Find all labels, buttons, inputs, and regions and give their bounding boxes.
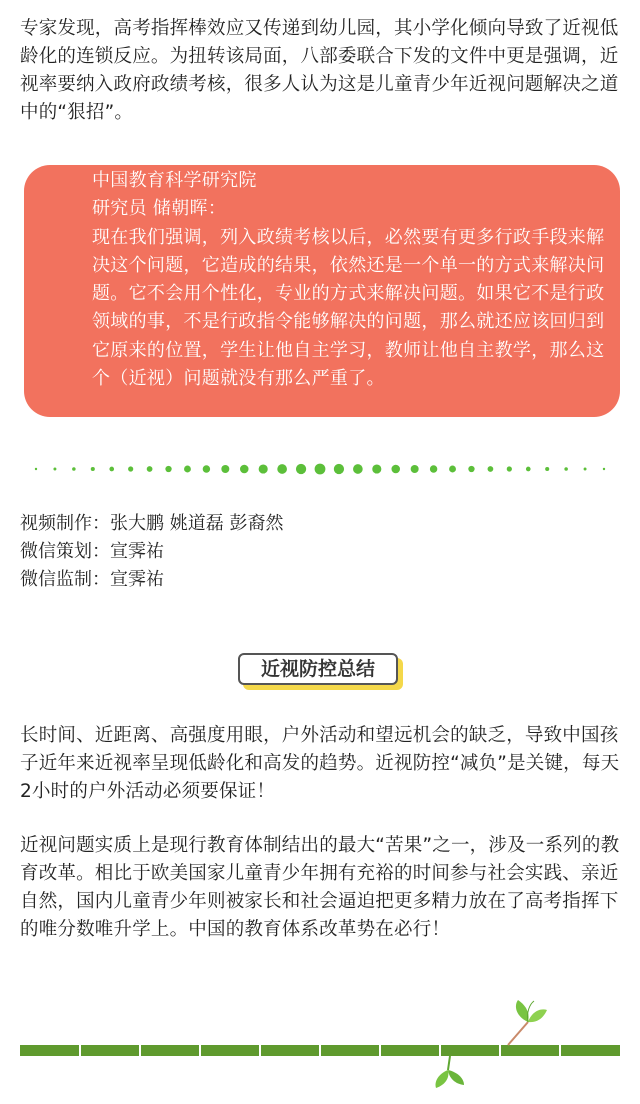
credit-planning: 微信策划：宣霁祐 xyxy=(20,541,164,562)
divider-dot xyxy=(526,467,531,472)
summary-paragraph-2: 近视问题实质上是现行教育体制结出的最大“苦果”之一，涉及一系列的教育改革。相比于欧美国家儿童青少年拥有充裕的时间参与社会实践、亲近自然，国内儿童青少年则被家长和社会逼迫把更多精力放在了高考指挥下的唯分数唯升学上。中国的教育体系改革势在必行！ xyxy=(20,835,620,940)
ground-strip xyxy=(20,1045,620,1056)
dotted-divider xyxy=(30,459,610,479)
divider-dot xyxy=(584,468,587,471)
divider-dot xyxy=(184,466,191,473)
quote-organization: 中国教育科学研究院 xyxy=(92,170,257,191)
hanging-leaf-icon xyxy=(436,1056,465,1088)
divider-dot xyxy=(91,467,95,471)
divider-dot xyxy=(449,466,456,473)
divider-dot xyxy=(240,465,249,474)
credit-supervision: 微信监制：宣霁祐 xyxy=(20,569,164,590)
divider-dot xyxy=(468,466,474,472)
divider-dot xyxy=(109,467,114,472)
divider-dot xyxy=(545,467,549,471)
section-title: 近视防控总结 xyxy=(238,653,398,685)
quote-person: 研究员 储朝晖： xyxy=(92,198,227,220)
section-title-badge xyxy=(238,653,402,689)
divider-dot xyxy=(296,464,306,474)
divider-dot xyxy=(203,465,210,472)
sprout-icon xyxy=(508,1000,547,1045)
quote-text: 现在我们强调，列入政绩考核以后，必然要有更多行政手段来解决这个问题，它造成的结果，依然还是一个单一的方式来解决问题。它不会用个性化，专业的方式来解决问题。如果它不是行政领域的事，不是行政指令能够解决的问题，那么就还应该回归到它原来的位置，学生让他自主学习，教师让他自主教学，那么这个（近视）问题就没有那么严重了。 xyxy=(92,226,605,390)
divider-dot xyxy=(564,467,568,471)
expert-quote-box xyxy=(24,165,620,417)
divider-dot xyxy=(488,466,494,472)
divider-dot xyxy=(507,466,512,471)
divider-dot xyxy=(411,465,419,473)
divider-dot xyxy=(53,468,56,471)
divider-dot xyxy=(430,465,437,472)
divider-dot xyxy=(372,464,381,473)
divider-dot xyxy=(35,468,37,470)
divider-dot xyxy=(165,466,171,472)
divider-dot xyxy=(277,464,287,474)
divider-dot xyxy=(259,464,268,473)
divider-dot xyxy=(315,464,326,475)
divider-dot xyxy=(147,466,153,472)
summary-paragraph-1: 长时间、近距离、高强度用眼，户外活动和望远机会的缺乏，导致中国孩子近年来近视率呈现低龄化和高发的趋势。近视防控“减负”是关键，每天2小时的户外活动必须要保证！ xyxy=(20,725,620,802)
divider-dot xyxy=(72,467,76,471)
divider-dot xyxy=(334,464,344,474)
divider-dot xyxy=(221,465,229,473)
intro-paragraph: 专家发现，高考指挥棒效应又传递到幼儿园，其小学化倾向导致了近视低龄化的连锁反应。为扭转该局面，八部委联合下发的文件中更是强调，近视率要纳入政府政绩考核，很多人认为这是儿童青少年近视问题解决之道中的“狠招”。 xyxy=(20,18,619,123)
credits xyxy=(20,510,283,594)
grass-footer-decoration xyxy=(0,990,640,1100)
divider-dot xyxy=(603,468,605,470)
divider-dot xyxy=(128,466,133,471)
divider-dot xyxy=(353,464,363,474)
divider-dot xyxy=(391,465,400,474)
credit-video: 视频制作：张大鹏 姚道磊 彭裔然 xyxy=(20,513,284,534)
expert-quote xyxy=(92,167,608,393)
